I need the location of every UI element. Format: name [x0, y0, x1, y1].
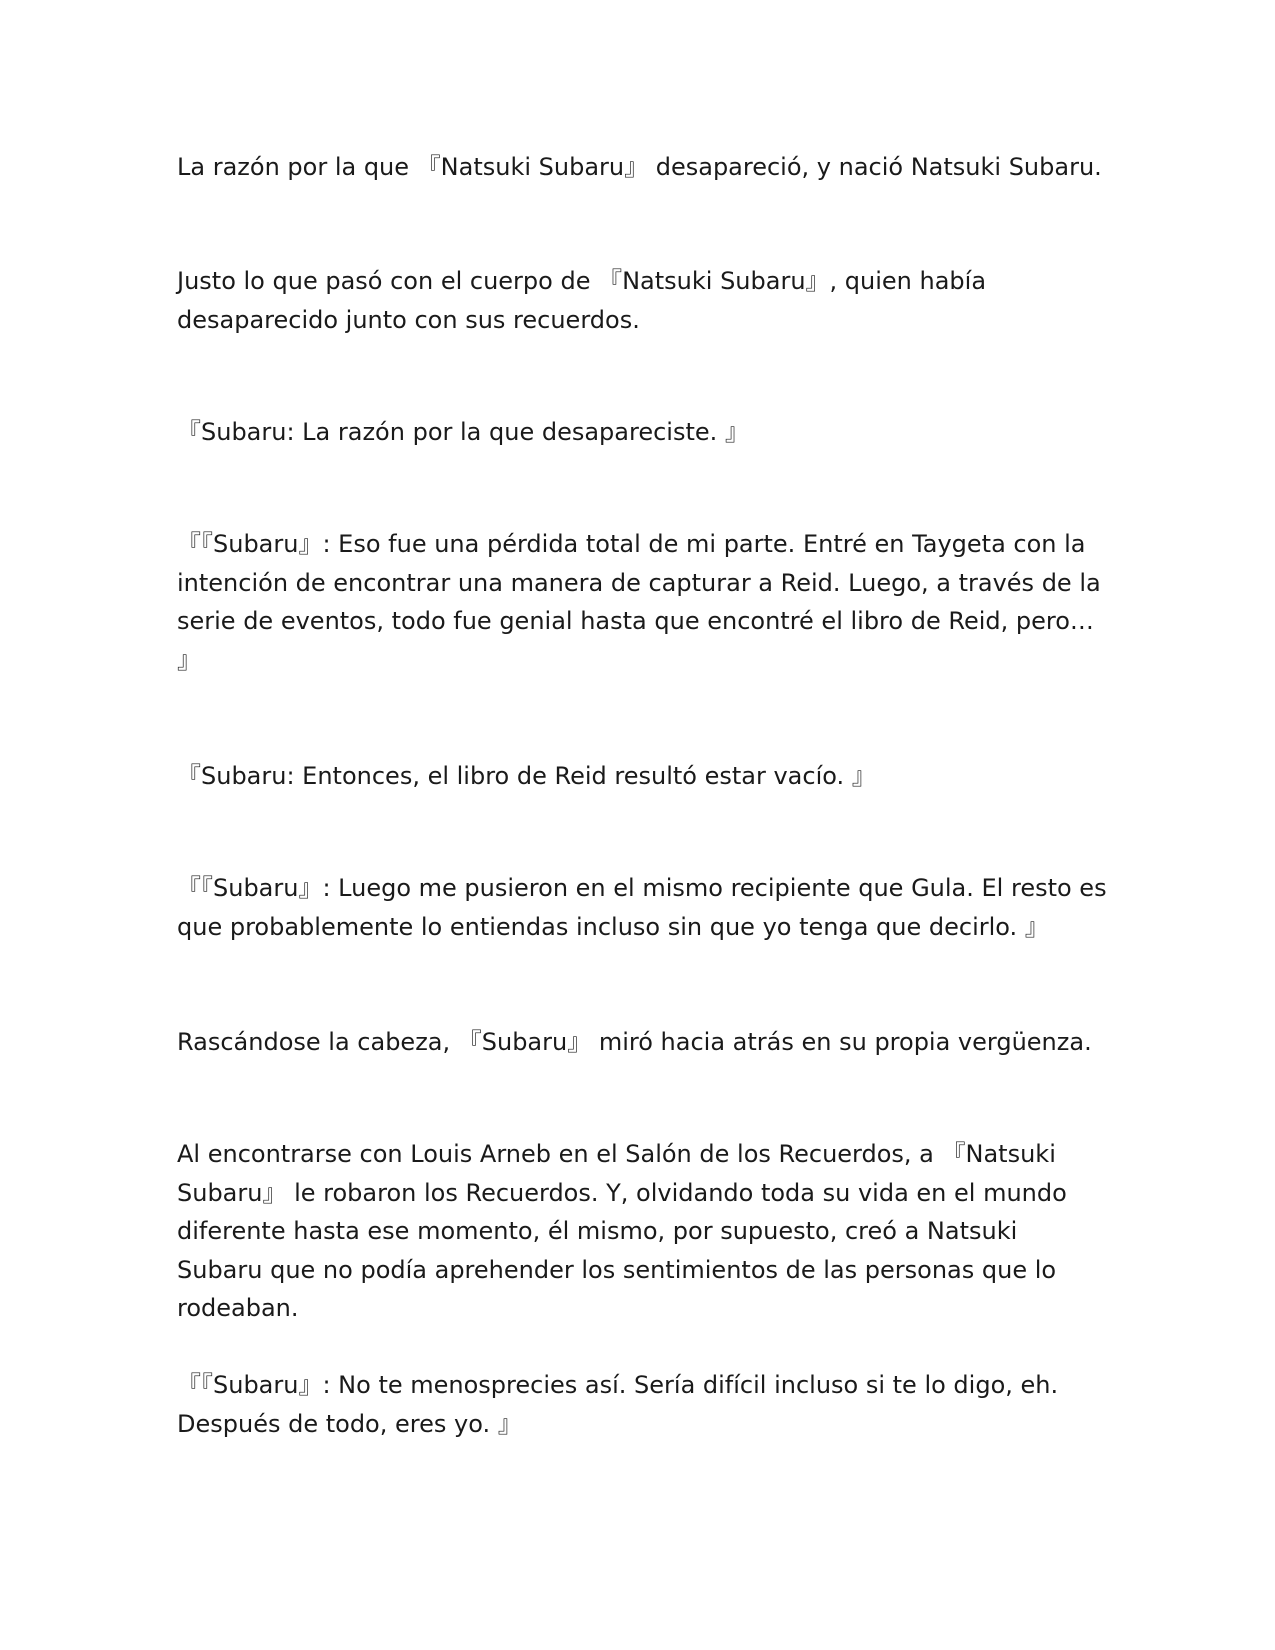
paragraph-6: 『『Subaru』: Luego me pusieron en el mismo recipiente que Gula. El resto es que probablemente lo entiendas incluso sin que yo tenga que decirlo. 』 [177, 874, 1115, 941]
paragraph-5: 『Subaru: Entonces, el libro de Reid resultó estar vacío. 』 [177, 762, 876, 790]
paragraph-3: 『Subaru: La razón por la que desapareciste. 』 [177, 418, 749, 446]
paragraph-8: Al encontrarse con Louis Arneb en el Salón de los Recuerdos, a 『Natsuki Subaru』 le robaron los Recuerdos. Y, olvidando toda su vida en el mundo diferente hasta ese momento, él mismo, por supuesto, creó a Natsuki Subaru que no podía aprehender los sentimientos de las personas que lo rodeaban. [177, 1140, 1075, 1322]
paragraph-7: Rascándose la cabeza, 『Subaru』 miró hacia atrás en su propia vergüenza. [177, 1028, 1092, 1056]
paragraph-4: 『『Subaru』: Eso fue una pérdida total de mi parte. Entré en Taygeta con la intención de encontrar una manera de capturar a Reid. Luego, a través de la serie de eventos, todo fue genial hasta que encontré el libro de Reid, pero… 』 [177, 530, 1109, 674]
paragraph-2: Justo lo que pasó con el cuerpo de 『Natsuki Subaru』, quien había desaparecido junto con sus recuerdos. [177, 267, 994, 334]
paragraph-9: 『『Subaru』: No te menosprecies así. Sería difícil incluso si te lo digo, eh. Después de todo, eres yo. 』 [177, 1371, 1066, 1438]
paragraph-1: La razón por la que 『Natsuki Subaru』 desapareció, y nació Natsuki Subaru. [177, 153, 1102, 181]
